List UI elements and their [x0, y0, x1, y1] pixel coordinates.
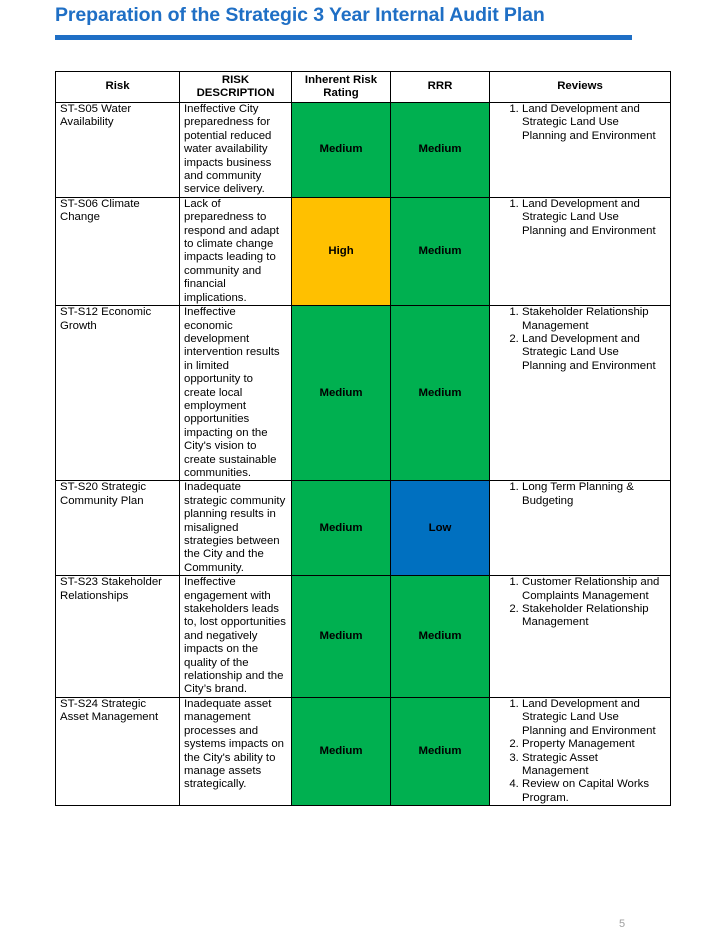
rrr-cell: Medium	[391, 576, 490, 698]
risk-cell: ST-S05 Water Availability	[56, 103, 180, 198]
page-title: Preparation of the Strategic 3 Year Internal Audit Plan	[55, 4, 545, 26]
inherent-risk-rating-cell: Medium	[292, 576, 391, 698]
risk-description-cell: Ineffective economic development intervention results in limited opportunity to create local employment opportunities impacting on the City's vision to create sustainable communities.	[180, 306, 292, 481]
risk-cell: ST-S20 Strategic Community Plan	[56, 481, 180, 576]
reviews-cell	[490, 197, 671, 305]
review-item: 1. Land Development and Strategic Land Use Planning and Environment	[522, 198, 666, 238]
inherent-risk-rating-cell: Medium	[292, 103, 391, 198]
header-reviews: Reviews	[490, 72, 671, 103]
rrr-cell: Medium	[391, 197, 490, 305]
rrr-cell: Medium	[391, 306, 490, 481]
reviews-list	[494, 198, 666, 238]
review-item: 1. Long Term Planning & Budgeting	[522, 481, 666, 508]
title-underline	[55, 35, 632, 40]
review-item: 4. Review on Capital Works Program.	[522, 778, 666, 805]
reviews-cell	[490, 576, 671, 698]
risk-description-cell: Ineffective City preparedness for potential reduced water availability impacts business and community service delivery.	[180, 103, 292, 198]
risk-cell: ST-S06 Climate Change	[56, 197, 180, 305]
review-item: 1. Land Development and Strategic Land Use Planning and Environment	[522, 698, 666, 738]
review-item: 1. Customer Relationship and Complaints Management	[522, 576, 666, 603]
table-header-row	[56, 72, 671, 103]
reviews-cell	[490, 481, 671, 576]
reviews-cell	[490, 697, 671, 805]
page-number: 5	[619, 918, 626, 930]
rrr-cell: Medium	[391, 103, 490, 198]
table-body	[56, 103, 671, 806]
review-item: 2. Land Development and Strategic Land Use Planning and Environment	[522, 333, 666, 373]
reviews-list	[494, 698, 666, 805]
reviews-list	[494, 306, 666, 373]
inherent-risk-rating-cell: Medium	[292, 306, 391, 481]
risk-description-cell: Inadequate asset management processes and systems impacts on the City's ability to manage assets strategically.	[180, 697, 292, 805]
risk-description-cell: Lack of preparedness to respond and adapt to climate change impacts leading to community and financial implications.	[180, 197, 292, 305]
table-row	[56, 306, 671, 481]
header-risk: Risk	[56, 72, 180, 103]
rrr-cell: Low	[391, 481, 490, 576]
review-item: 1. Land Development and Strategic Land Use Planning and Environment	[522, 103, 666, 143]
reviews-list	[494, 481, 666, 508]
review-item: 2. Stakeholder Relationship Management	[522, 603, 666, 630]
table-row	[56, 576, 671, 698]
risk-cell: ST-S24 Strategic Asset Management	[56, 697, 180, 805]
risk-cell: ST-S23 Stakeholder Relationships	[56, 576, 180, 698]
reviews-cell	[490, 306, 671, 481]
header-inherent-risk-rating: Inherent Risk Rating	[292, 72, 391, 103]
risk-description-cell: Inadequate strategic community planning results in misaligned strategies between the City and the Community.	[180, 481, 292, 576]
review-item: 2. Property Management	[522, 738, 666, 751]
risk-description-cell: Ineffective engagement with stakeholders leads to, lost opportunities and negatively impacts on the quality of the relationship and the City’s brand.	[180, 576, 292, 698]
table-row	[56, 197, 671, 305]
rrr-cell: Medium	[391, 697, 490, 805]
inherent-risk-rating-cell: Medium	[292, 481, 391, 576]
risk-cell: ST-S12 Economic Growth	[56, 306, 180, 481]
header-risk-description: RISK DESCRIPTION	[180, 72, 292, 103]
header-rrr: RRR	[391, 72, 490, 103]
reviews-list	[494, 576, 666, 630]
reviews-list	[494, 103, 666, 143]
table-row	[56, 481, 671, 576]
review-item: 3. Strategic Asset Management	[522, 752, 666, 779]
review-item: 1. Stakeholder Relationship Management	[522, 306, 666, 333]
table-row	[56, 103, 671, 198]
inherent-risk-rating-cell: Medium	[292, 697, 391, 805]
table-row	[56, 697, 671, 805]
reviews-cell	[490, 103, 671, 198]
risk-table	[55, 71, 671, 806]
inherent-risk-rating-cell: High	[292, 197, 391, 305]
